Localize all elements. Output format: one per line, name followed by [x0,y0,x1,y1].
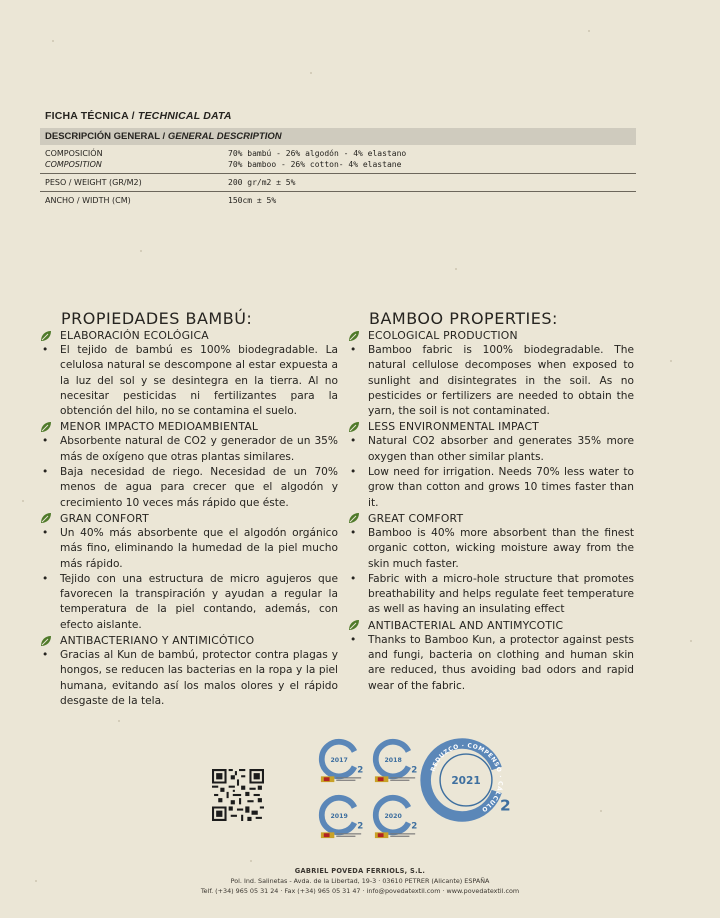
property-section [348,511,634,618]
carbon-footprint-2021-badge [418,732,514,828]
section-list [40,648,338,709]
section-title-text: LESS ENVIRONMENTAL IMPACT [368,420,539,434]
property-section [40,328,338,419]
composition-value-es: 70% bambú - 26% algodón - 4% elastano [228,149,407,158]
section-title-text: MENOR IMPACTO MEDIOAMBIENTAL [60,420,259,434]
footer [0,866,720,896]
footer-company: GABRIEL POVEDA FERRIOLS, S.L. [294,867,426,875]
list-item: • Baja necesidad de riego. Necesidad de un 70% menos de agua para crecer que el algodón y crecimiento 10 veces más rápido que éste. [40,465,338,511]
leaf-icon [348,421,360,433]
leaf-icon [348,512,360,524]
section-title [348,419,634,434]
badge-co2: 2 [357,765,364,776]
weight-row [40,174,636,192]
properties-heading-es: PROPIEDADES BAMBÚ: [61,309,253,328]
badge-year: 2017 [330,756,348,764]
list-item: • Un 40% más absorbente que el algodón orgánico más fino, eliminando la humedad de la piel mucho más rápido. [40,526,338,572]
leaf-icon [348,619,360,631]
property-section [348,618,634,694]
qr-code-icon [212,769,264,821]
list-item: • Low need for irrigation. Needs 70% less water to grow than cotton and grows 10 times faster than it. [348,465,634,511]
section-title-text: GRAN CONFORT [60,511,149,525]
properties-en [348,310,634,694]
composition-value-en: 70% bamboo - 26% cotton- 4% elastane [228,160,402,169]
section-title [40,511,338,526]
section-title [40,328,338,343]
property-section [40,633,338,709]
property-section [348,419,634,510]
properties-heading-en: BAMBOO PROPERTIES: [369,309,558,328]
badge-year: 2018 [384,756,402,764]
big-badge-co2: 2 [500,796,511,815]
composition-label-en: COMPOSITION [45,160,102,169]
section-list [40,526,338,633]
big-badge-year: 2021 [451,774,481,787]
carbon-footprint-badge [372,794,420,840]
leaf-icon [40,330,52,342]
badge-year: 2019 [330,812,348,820]
section-list [348,526,634,618]
section-title [348,618,634,633]
section-title [40,633,338,648]
list-item: • Absorbente natural de CO2 y generador de un 35% más de oxígeno que otras plantas similares. [40,434,338,465]
carbon-footprint-badge [318,738,366,784]
list-item: • Tejido con una estructura de micro agujeros que favorecen la transpiración y ayudan a regular la temperatura de la piel contando, además, con efecto aislante. [40,572,338,633]
general-en: GENERAL DESCRIPTION [167,131,282,142]
list-item: • Fabric with a micro-hole structure that promotes breathability and helps regulate feet temperature as well as having an insulating effect [348,572,634,618]
section-list [40,434,338,510]
title-es: FICHA TÉCNICA / [45,110,138,122]
badge-year: 2020 [384,812,402,820]
title-en: TECHNICAL DATA [137,110,232,122]
list-item: • Natural CO2 absorber and generates 35% more oxygen than other similar plants. [348,434,634,465]
carbon-footprint-badge [372,738,420,784]
section-title-text: ECOLOGICAL PRODUCTION [368,329,518,342]
leaf-icon [40,512,52,524]
section-list [348,343,634,419]
weight-label: PESO / WEIGHT (GR/M2) [45,178,142,187]
badge-co2: 2 [357,821,364,832]
section-title-text: ANTIBACTERIANO Y ANTIMICÓTICO [60,634,255,648]
list-item: • Bamboo fabric is 100% biodegradable. The natural cellulose decomposes when exposed to sunlight and disintegrates in the soil. As no pesticides or fertilizers are needed to obtain the yarn, the soil is not contaminated. [348,343,634,419]
badge-co2: 2 [411,821,418,832]
general-description-band [40,128,636,145]
properties-es [40,310,338,709]
weight-value: 200 gr/m2 ± 5% [228,178,296,187]
section-title [348,511,634,526]
general-es: DESCRIPCIÓN GENERAL / [45,131,168,142]
badge-co2: 2 [411,765,418,776]
width-label: ANCHO / WIDTH (CM) [45,196,131,205]
list-item: • Thanks to Bamboo Kun, a protector against pests and fungi, bacteria on clothing and human skin are reduced, thus avoiding bad odors and rapid wear of the fabric. [348,633,634,694]
leaf-icon [348,330,360,342]
footer-contact: Telf. (+34) 965 05 31 24 · Fax (+34) 965 05 31 47 · info@povedatextil.com · www.povedatextil.com [200,887,520,895]
section-list [348,434,634,510]
section-title-text: ANTIBACTERIAL AND ANTIMYCOTIC [368,618,564,632]
carbon-footprint-badge [318,794,366,840]
property-section [40,511,338,633]
technical-data [40,110,636,209]
width-value: 150cm ± 5% [228,196,277,205]
list-item: • El tejido de bambú es 100% biodegradable. La celulosa natural se descompone al estar expuesta a la luz del sol y se desintegra en la tierra. Al no necesitar pesticidas ni fertilizantes para la obtención del hilo, no se contamina el suelo. [40,343,338,419]
leaf-icon [40,635,52,647]
technical-data-title [45,110,636,122]
section-title-text: ELABORACIÓN ECOLÓGICA [60,329,209,342]
big-ring-text: REDUZCO · COMPENSO · CÁLCULO [429,742,504,814]
property-section [40,419,338,510]
section-list [348,633,634,694]
width-row [40,192,636,209]
section-title [40,419,338,434]
list-item: • Gracias al Kun de bambú, protector contra plagas y hongos, se reducen las bacterias en la ropa y la piel humana, evitando así los malos olores y el rápido desgaste de la tela. [40,648,338,709]
leaf-icon [40,421,52,433]
composition-row [40,145,636,174]
property-section [348,328,634,419]
section-list [40,343,338,419]
composition-label-es: COMPOSICIÓN [45,149,103,158]
list-item: • Bamboo is 40% more absorbent than the finest organic cotton, wicking moisture away from the skin much faster. [348,526,634,572]
section-title-text: GREAT COMFORT [368,511,464,525]
section-title [348,328,634,343]
footer-address: Pol. Ind. Salinetas - Avda. de la Libertad, 19-3 · 03610 PETRER (Alicante) ESPAÑA [230,877,490,885]
